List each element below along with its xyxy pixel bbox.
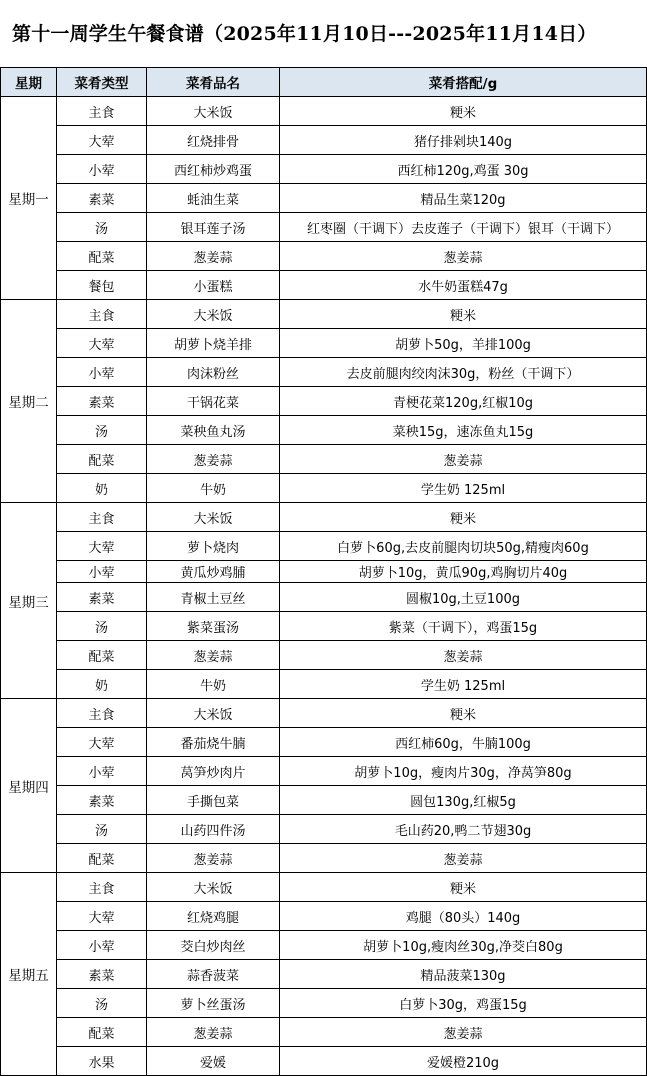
ingredients-cell: 学生奶 125ml	[280, 474, 647, 503]
table-row	[1, 699, 647, 728]
day-cell: 星期五	[1, 873, 57, 1076]
table-row	[1, 155, 647, 184]
dish-type-cell: 汤	[57, 416, 147, 445]
dish-name-cell: 胡萝卜烧羊排	[147, 329, 280, 358]
dish-name-cell: 葱姜蒜	[147, 844, 280, 873]
dish-type-cell: 主食	[57, 873, 147, 902]
dish-type-cell: 汤	[57, 612, 147, 641]
dish-type-cell: 主食	[57, 503, 147, 532]
ingredients-cell: 白萝卜30g，鸡蛋15g	[280, 989, 647, 1018]
dish-name-cell: 番茄烧牛腩	[147, 728, 280, 757]
page-title: 第十一周学生午餐食谱（2025年11月10日---2025年11月14日）	[12, 23, 597, 45]
dish-name-cell: 葱姜蒜	[147, 445, 280, 474]
ingredients-cell: 毛山药20,鸭二节翅30g	[280, 815, 647, 844]
dish-type-cell: 汤	[57, 989, 147, 1018]
dish-type-cell: 小荤	[57, 358, 147, 387]
dish-type-cell: 小荤	[57, 155, 147, 184]
table-row	[1, 358, 647, 387]
ingredients-cell: 圆包130g,红椒5g	[280, 786, 647, 815]
dish-type-cell: 大荤	[57, 728, 147, 757]
dish-type-cell: 大荤	[57, 329, 147, 358]
table-row	[1, 532, 647, 561]
dish-name-cell: 爱媛	[147, 1047, 280, 1076]
ingredients-cell: 胡萝卜10g,瘦肉丝30g,净茭白80g	[280, 931, 647, 960]
table-row	[1, 184, 647, 213]
dish-name-cell: 山药四件汤	[147, 815, 280, 844]
table-row	[1, 815, 647, 844]
dish-name-cell: 萝卜丝蛋汤	[147, 989, 280, 1018]
ingredients-cell: 菜秧15g，速冻鱼丸15g	[280, 416, 647, 445]
ingredients-cell: 粳米	[280, 873, 647, 902]
dish-name-cell: 手撕包菜	[147, 786, 280, 815]
table-row	[1, 300, 647, 329]
header-day: 星期	[1, 68, 57, 97]
ingredients-cell: 精品生菜120g	[280, 184, 647, 213]
table-row	[1, 1018, 647, 1047]
dish-name-cell: 红烧鸡腿	[147, 902, 280, 931]
table-row	[1, 213, 647, 242]
table-row	[1, 387, 647, 416]
day-cell: 星期一	[1, 97, 57, 300]
dish-name-cell: 肉沫粉丝	[147, 358, 280, 387]
header-ingredients: 菜肴搭配/g	[280, 68, 647, 97]
ingredients-cell: 西红柿60g，牛腩100g	[280, 728, 647, 757]
dish-name-cell: 小蛋糕	[147, 271, 280, 300]
ingredients-cell: 精品菠菜130g	[280, 960, 647, 989]
ingredients-cell: 粳米	[280, 503, 647, 532]
dish-type-cell: 小荤	[57, 931, 147, 960]
menu-body	[1, 97, 647, 1076]
dish-type-cell: 奶	[57, 670, 147, 699]
table-row	[1, 503, 647, 532]
ingredients-cell: 葱姜蒜	[280, 844, 647, 873]
table-row	[1, 757, 647, 786]
dish-type-cell: 主食	[57, 699, 147, 728]
ingredients-cell: 水牛奶蛋糕47g	[280, 271, 647, 300]
dish-type-cell: 配菜	[57, 445, 147, 474]
dish-name-cell: 茭白炒肉丝	[147, 931, 280, 960]
dish-type-cell: 奶	[57, 474, 147, 503]
table-header-row	[1, 68, 647, 97]
ingredients-cell: 粳米	[280, 699, 647, 728]
dish-name-cell: 大米饭	[147, 503, 280, 532]
table-row	[1, 97, 647, 126]
dish-type-cell: 餐包	[57, 271, 147, 300]
menu-table	[0, 67, 647, 1076]
table-row	[1, 844, 647, 873]
dish-type-cell: 大荤	[57, 902, 147, 931]
header-dish-name: 菜肴品名	[147, 68, 280, 97]
table-row	[1, 271, 647, 300]
dish-name-cell: 干锅花菜	[147, 387, 280, 416]
day-cell: 星期四	[1, 699, 57, 873]
ingredients-cell: 粳米	[280, 300, 647, 329]
dish-name-cell: 银耳莲子汤	[147, 213, 280, 242]
ingredients-cell: 葱姜蒜	[280, 242, 647, 271]
ingredients-cell: 鸡腿（80头）140g	[280, 902, 647, 931]
table-row	[1, 126, 647, 155]
dish-name-cell: 蒜香菠菜	[147, 960, 280, 989]
ingredients-cell: 去皮前腿肉绞肉沫30g，粉丝（干调下）	[280, 358, 647, 387]
header-dish-type: 菜肴类型	[57, 68, 147, 97]
ingredients-cell: 粳米	[280, 97, 647, 126]
dish-type-cell: 素菜	[57, 960, 147, 989]
table-row	[1, 728, 647, 757]
ingredients-cell: 猪仔排剁块140g	[280, 126, 647, 155]
table-row	[1, 583, 647, 612]
dish-type-cell: 大荤	[57, 532, 147, 561]
table-row	[1, 902, 647, 931]
dish-name-cell: 牛奶	[147, 670, 280, 699]
dish-name-cell: 大米饭	[147, 873, 280, 902]
table-row	[1, 1047, 647, 1076]
ingredients-cell: 葱姜蒜	[280, 445, 647, 474]
table-row	[1, 445, 647, 474]
dish-type-cell: 主食	[57, 97, 147, 126]
dish-type-cell: 素菜	[57, 583, 147, 612]
dish-name-cell: 牛奶	[147, 474, 280, 503]
ingredients-cell: 胡萝卜10g，瘦肉片30g，净莴笋80g	[280, 757, 647, 786]
dish-type-cell: 素菜	[57, 387, 147, 416]
table-row	[1, 641, 647, 670]
dish-type-cell: 配菜	[57, 1018, 147, 1047]
dish-type-cell: 配菜	[57, 844, 147, 873]
dish-name-cell: 莴笋炒肉片	[147, 757, 280, 786]
ingredients-cell: 西红柿120g,鸡蛋 30g	[280, 155, 647, 184]
ingredients-cell: 白萝卜60g,去皮前腿肉切块50g,精瘦肉60g	[280, 532, 647, 561]
dish-type-cell: 小荤	[57, 757, 147, 786]
dish-type-cell: 大荤	[57, 126, 147, 155]
dish-name-cell: 大米饭	[147, 300, 280, 329]
table-row	[1, 242, 647, 271]
dish-name-cell: 黄瓜炒鸡脯	[147, 561, 280, 583]
table-row	[1, 873, 647, 902]
table-row	[1, 670, 647, 699]
day-cell: 星期二	[1, 300, 57, 503]
ingredients-cell: 爱媛橙210g	[280, 1047, 647, 1076]
dish-name-cell: 红烧排骨	[147, 126, 280, 155]
ingredients-cell: 青梗花菜120g,红椒10g	[280, 387, 647, 416]
dish-name-cell: 大米饭	[147, 699, 280, 728]
ingredients-cell: 胡萝卜10g，黄瓜90g,鸡胸切片40g	[280, 561, 647, 583]
ingredients-cell: 葱姜蒜	[280, 1018, 647, 1047]
dish-type-cell: 配菜	[57, 641, 147, 670]
dish-type-cell: 汤	[57, 815, 147, 844]
day-cell: 星期三	[1, 503, 57, 699]
dish-type-cell: 素菜	[57, 786, 147, 815]
dish-name-cell: 西红柿炒鸡蛋	[147, 155, 280, 184]
ingredients-cell: 学生奶 125ml	[280, 670, 647, 699]
dish-name-cell: 萝卜烧肉	[147, 532, 280, 561]
table-row	[1, 989, 647, 1018]
table-row	[1, 960, 647, 989]
dish-name-cell: 菜秧鱼丸汤	[147, 416, 280, 445]
dish-name-cell: 蚝油生菜	[147, 184, 280, 213]
table-row	[1, 931, 647, 960]
dish-type-cell: 主食	[57, 300, 147, 329]
ingredients-cell: 葱姜蒜	[280, 641, 647, 670]
dish-name-cell: 紫菜蛋汤	[147, 612, 280, 641]
dish-type-cell: 汤	[57, 213, 147, 242]
ingredients-cell: 红枣圈（干调下）去皮莲子（干调下）银耳（干调下）	[280, 213, 647, 242]
table-row	[1, 786, 647, 815]
ingredients-cell: 胡萝卜50g，羊排100g	[280, 329, 647, 358]
dish-name-cell: 青椒土豆丝	[147, 583, 280, 612]
table-row	[1, 612, 647, 641]
dish-type-cell: 水果	[57, 1047, 147, 1076]
table-row	[1, 329, 647, 358]
ingredients-cell: 紫菜（干调下），鸡蛋15g	[280, 612, 647, 641]
table-row	[1, 474, 647, 503]
table-row	[1, 416, 647, 445]
dish-name-cell: 葱姜蒜	[147, 1018, 280, 1047]
dish-name-cell: 大米饭	[147, 97, 280, 126]
ingredients-cell: 圆椒10g,土豆100g	[280, 583, 647, 612]
table-row	[1, 561, 647, 583]
dish-type-cell: 素菜	[57, 184, 147, 213]
dish-name-cell: 葱姜蒜	[147, 641, 280, 670]
dish-type-cell: 小荤	[57, 561, 147, 583]
dish-name-cell: 葱姜蒜	[147, 242, 280, 271]
dish-type-cell: 配菜	[57, 242, 147, 271]
